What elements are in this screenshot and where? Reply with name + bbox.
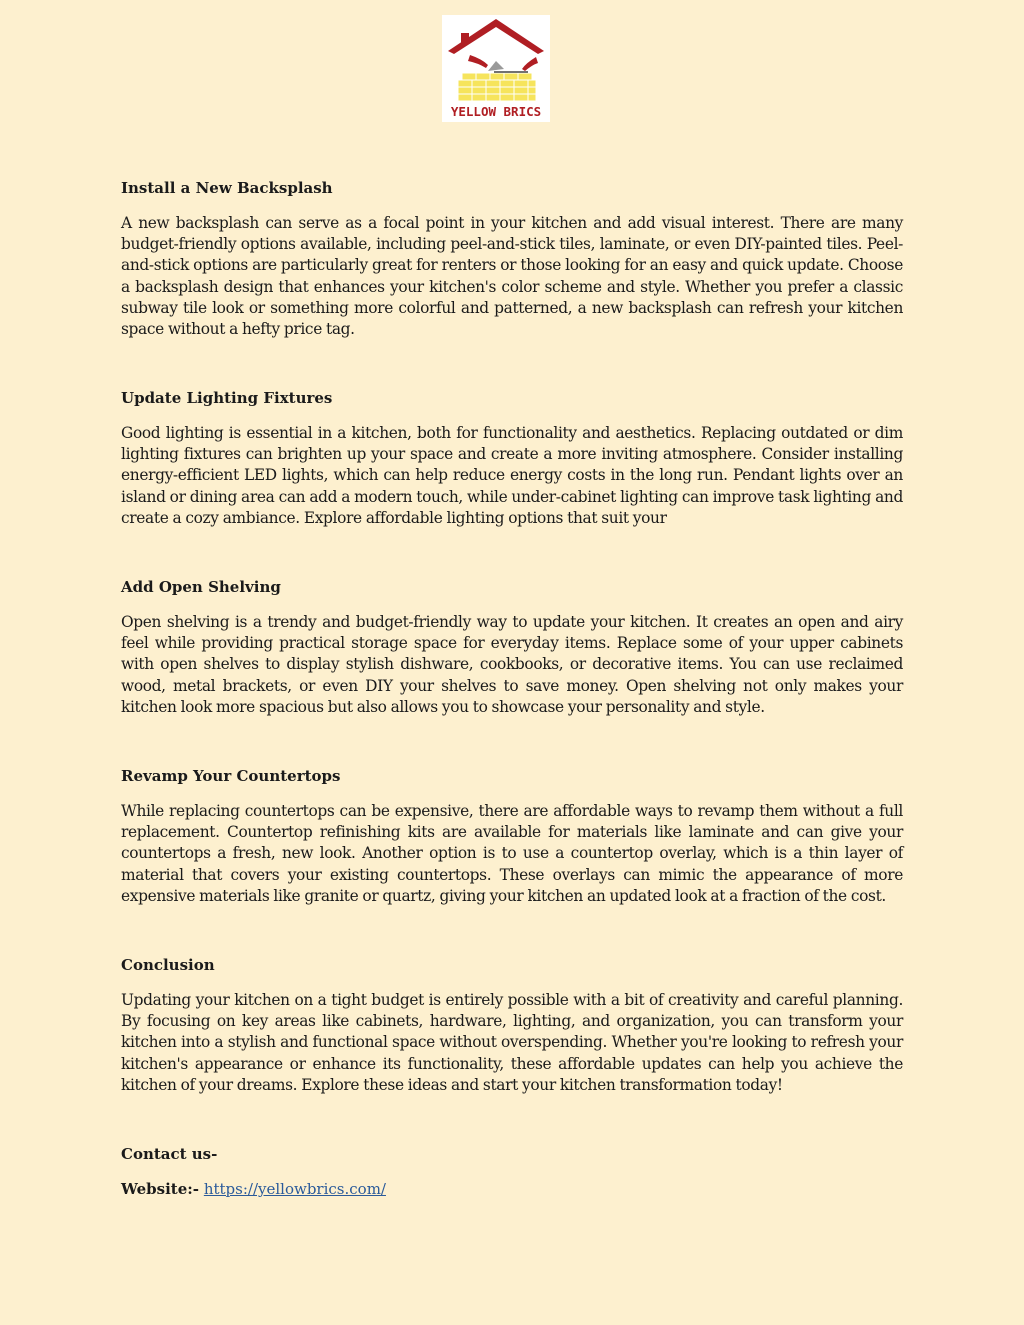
- section-heading: Install a New Backsplash: [121, 179, 333, 197]
- contact-section: [121, 1144, 903, 1199]
- logo-graphic: [442, 15, 550, 122]
- section-conclusion: [121, 955, 903, 1096]
- logo-arm-left: [468, 55, 488, 68]
- section-backsplash: [121, 178, 903, 340]
- section-body: Good lighting is essential in a kitchen, both for functionality and aesthetics. Replacing outdated or dim lighting fixtures can brighten up your space and create a more inviting atmosphere. Consider installing energy-efficient LED lights, which can help reduce energy costs in the long run. Pendant lights over an island or dining area can add a modern touch, while under-cabinet lighting can improve task lighting and create a cozy ambiance. Explore affordable lighting options that suit your: [121, 424, 903, 527]
- logo-brand-text: YELLOW BRICS: [450, 104, 542, 119]
- section-heading: Revamp Your Countertops: [121, 767, 341, 785]
- section-heading: Conclusion: [121, 956, 215, 974]
- website-label: Website:-: [121, 1180, 200, 1198]
- contact-heading: Contact us-: [121, 1145, 218, 1163]
- section-heading: Add Open Shelving: [121, 578, 281, 596]
- website-row: [121, 1179, 903, 1199]
- section-body: A new backsplash can serve as a focal point in your kitchen and add visual interest. There are many budget-friendly options available, including peel-and-stick tiles, laminate, or even DIY-painted tiles. Peel-and-stick options are particularly great for renters or those looking for an easy and quick update. Choose a backsplash design that enhances your kitchen's color scheme and style. Whether you prefer a classic subway tile look or something more colorful and patterned, a new backsplash can refresh your kitchen space without a hefty price tag.: [121, 214, 903, 339]
- logo-bricks: [458, 73, 536, 101]
- logo-arm-right: [522, 57, 538, 71]
- section-heading: Update Lighting Fixtures: [121, 389, 333, 407]
- section-body: Open shelving is a trendy and budget-friendly way to update your kitchen. It creates an open and airy feel while providing practical storage space for everyday items. Replace some of your upper cabinets with open shelves to display stylish dishware, cookbooks, or decorative items. You can use reclaimed wood, metal brackets, or even DIY your shelves to save money. Open shelving not only makes your kitchen look more spacious but also allows you to showcase your personality and style.: [121, 613, 903, 716]
- website-link[interactable]: https://yellowbrics.com/: [203, 1180, 386, 1198]
- section-lighting: [121, 388, 903, 529]
- yellow-brics-logo: [442, 15, 550, 122]
- logo-chimney: [461, 33, 469, 43]
- logo-trowel: [488, 61, 504, 71]
- section-countertops: [121, 766, 903, 907]
- article-content: [121, 178, 903, 1199]
- section-body: While replacing countertops can be expensive, there are affordable ways to revamp them without a full replacement. Countertop refinishing kits are available for materials like laminate and can give your countertops a fresh, new look. Another option is to use a countertop overlay, which is a thin layer of material that covers your existing countertops. These overlays can mimic the appearance of more expensive materials like granite or quartz, giving your kitchen an updated look at a fraction of the cost.: [121, 802, 903, 905]
- section-shelving: [121, 577, 903, 718]
- section-body: Updating your kitchen on a tight budget is entirely possible with a bit of creativity and careful planning. By focusing on key areas like cabinets, hardware, lighting, and organization, you can transform your kitchen into a stylish and functional space without overspending. Whether you're looking to refresh your kitchen's appearance or enhance its functionality, these affordable updates can help you achieve the kitchen of your dreams. Explore these ideas and start your kitchen transformation today!: [121, 991, 903, 1094]
